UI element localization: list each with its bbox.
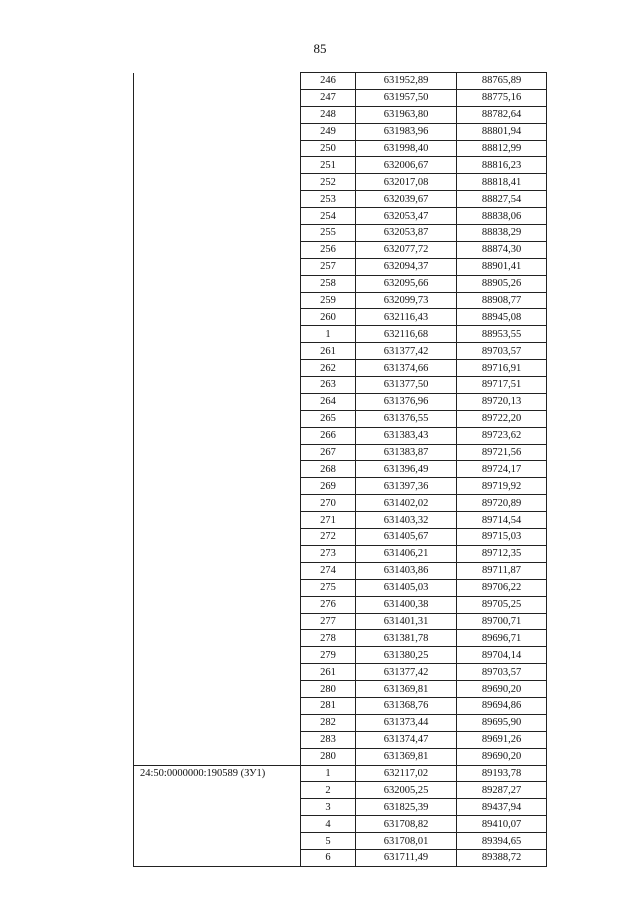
table-row <box>134 360 547 377</box>
point-number-cell: 261 <box>301 343 356 360</box>
x-coordinate-cell: 631708,01 <box>356 833 457 850</box>
parcel-id-cell <box>134 258 301 275</box>
parcel-id-cell <box>134 275 301 292</box>
x-coordinate-cell: 631376,55 <box>356 410 457 427</box>
parcel-id-cell <box>134 647 301 664</box>
y-coordinate-cell: 88874,30 <box>457 241 547 258</box>
table-row <box>134 140 547 157</box>
table-row <box>134 579 547 596</box>
y-coordinate-cell: 89719,92 <box>457 478 547 495</box>
y-coordinate-cell: 89716,91 <box>457 360 547 377</box>
x-coordinate-cell: 631405,67 <box>356 529 457 546</box>
table-row <box>134 106 547 123</box>
parcel-id-cell <box>134 630 301 647</box>
table-row <box>134 258 547 275</box>
table-row <box>134 545 547 562</box>
point-number-cell: 260 <box>301 309 356 326</box>
parcel-id-cell <box>134 157 301 174</box>
parcel-id-cell <box>134 174 301 191</box>
table-row <box>134 123 547 140</box>
parcel-id-cell <box>134 140 301 157</box>
table-row <box>134 799 547 816</box>
table-row <box>134 241 547 258</box>
y-coordinate-cell: 89720,89 <box>457 495 547 512</box>
y-coordinate-cell: 88782,64 <box>457 106 547 123</box>
x-coordinate-cell: 632053,87 <box>356 225 457 242</box>
y-coordinate-cell: 89723,62 <box>457 427 547 444</box>
point-number-cell: 3 <box>301 799 356 816</box>
table-row <box>134 816 547 833</box>
point-number-cell: 276 <box>301 596 356 613</box>
table-row <box>134 681 547 698</box>
y-coordinate-cell: 88818,41 <box>457 174 547 191</box>
y-coordinate-cell: 89711,87 <box>457 562 547 579</box>
parcel-id-cell <box>134 816 301 833</box>
table-row <box>134 174 547 191</box>
x-coordinate-cell: 632094,37 <box>356 258 457 275</box>
point-number-cell: 6 <box>301 849 356 866</box>
table-row <box>134 208 547 225</box>
table-row <box>134 275 547 292</box>
x-coordinate-cell: 631402,02 <box>356 495 457 512</box>
point-number-cell: 259 <box>301 292 356 309</box>
coordinates-table-body <box>134 73 547 867</box>
point-number-cell: 1 <box>301 765 356 782</box>
point-number-cell: 263 <box>301 377 356 394</box>
y-coordinate-cell: 89705,25 <box>457 596 547 613</box>
table-row <box>134 562 547 579</box>
y-coordinate-cell: 89722,20 <box>457 410 547 427</box>
parcel-id-cell <box>134 208 301 225</box>
table-row <box>134 613 547 630</box>
y-coordinate-cell: 89193,78 <box>457 765 547 782</box>
x-coordinate-cell: 632039,67 <box>356 191 457 208</box>
point-number-cell: 262 <box>301 360 356 377</box>
x-coordinate-cell: 632095,66 <box>356 275 457 292</box>
y-coordinate-cell: 89695,90 <box>457 714 547 731</box>
x-coordinate-cell: 631383,87 <box>356 444 457 461</box>
y-coordinate-cell: 88945,08 <box>457 309 547 326</box>
point-number-cell: 257 <box>301 258 356 275</box>
table-row <box>134 309 547 326</box>
y-coordinate-cell: 89721,56 <box>457 444 547 461</box>
x-coordinate-cell: 631711,49 <box>356 849 457 866</box>
table-row <box>134 596 547 613</box>
point-number-cell: 281 <box>301 697 356 714</box>
x-coordinate-cell: 632099,73 <box>356 292 457 309</box>
point-number-cell: 268 <box>301 461 356 478</box>
x-coordinate-cell: 631952,89 <box>356 73 457 90</box>
point-number-cell: 1 <box>301 326 356 343</box>
point-number-cell: 248 <box>301 106 356 123</box>
parcel-id-cell <box>134 360 301 377</box>
point-number-cell: 282 <box>301 714 356 731</box>
table-row <box>134 157 547 174</box>
table-row <box>134 444 547 461</box>
point-number-cell: 251 <box>301 157 356 174</box>
y-coordinate-cell: 89691,26 <box>457 731 547 748</box>
y-coordinate-cell: 88816,23 <box>457 157 547 174</box>
parcel-id-cell <box>134 613 301 630</box>
x-coordinate-cell: 631373,44 <box>356 714 457 731</box>
point-number-cell: 280 <box>301 681 356 698</box>
point-number-cell: 267 <box>301 444 356 461</box>
parcel-id-cell <box>134 681 301 698</box>
point-number-cell: 247 <box>301 89 356 106</box>
parcel-id-cell <box>134 697 301 714</box>
y-coordinate-cell: 88827,54 <box>457 191 547 208</box>
parcel-id-cell <box>134 444 301 461</box>
x-coordinate-cell: 631983,96 <box>356 123 457 140</box>
x-coordinate-cell: 632017,08 <box>356 174 457 191</box>
x-coordinate-cell: 631403,32 <box>356 512 457 529</box>
table-row <box>134 529 547 546</box>
parcel-id-cell <box>134 326 301 343</box>
parcel-id-cell <box>134 579 301 596</box>
parcel-id-cell <box>134 292 301 309</box>
x-coordinate-cell: 631369,81 <box>356 748 457 765</box>
y-coordinate-cell: 89715,03 <box>457 529 547 546</box>
parcel-id-cell <box>134 529 301 546</box>
table-row <box>134 647 547 664</box>
y-coordinate-cell: 89694,86 <box>457 697 547 714</box>
table-row <box>134 326 547 343</box>
x-coordinate-cell: 632117,02 <box>356 765 457 782</box>
y-coordinate-cell: 89720,13 <box>457 393 547 410</box>
y-coordinate-cell: 88905,26 <box>457 275 547 292</box>
table-row <box>134 410 547 427</box>
point-number-cell: 249 <box>301 123 356 140</box>
y-coordinate-cell: 89394,65 <box>457 833 547 850</box>
table-row <box>134 377 547 394</box>
table-row <box>134 697 547 714</box>
table-row <box>134 461 547 478</box>
point-number-cell: 253 <box>301 191 356 208</box>
parcel-id-cell <box>134 562 301 579</box>
x-coordinate-cell: 631401,31 <box>356 613 457 630</box>
point-number-cell: 269 <box>301 478 356 495</box>
parcel-id-cell <box>134 106 301 123</box>
table-row <box>134 664 547 681</box>
table-row <box>134 393 547 410</box>
y-coordinate-cell: 88801,94 <box>457 123 547 140</box>
y-coordinate-cell: 89690,20 <box>457 748 547 765</box>
y-coordinate-cell: 89714,54 <box>457 512 547 529</box>
parcel-id-cell <box>134 596 301 613</box>
y-coordinate-cell: 88838,29 <box>457 225 547 242</box>
table-row <box>134 427 547 444</box>
y-coordinate-cell: 88908,77 <box>457 292 547 309</box>
y-coordinate-cell: 89700,71 <box>457 613 547 630</box>
table-row <box>134 478 547 495</box>
x-coordinate-cell: 632053,47 <box>356 208 457 225</box>
x-coordinate-cell: 631380,25 <box>356 647 457 664</box>
table-row <box>134 714 547 731</box>
parcel-id-cell <box>134 714 301 731</box>
x-coordinate-cell: 631998,40 <box>356 140 457 157</box>
table-row <box>134 731 547 748</box>
parcel-id-cell <box>134 393 301 410</box>
y-coordinate-cell: 88812,99 <box>457 140 547 157</box>
parcel-id-cell <box>134 191 301 208</box>
point-number-cell: 278 <box>301 630 356 647</box>
table-row <box>134 849 547 866</box>
parcel-id-cell <box>134 377 301 394</box>
table-row <box>134 73 547 90</box>
table-row <box>134 343 547 360</box>
y-coordinate-cell: 89712,35 <box>457 545 547 562</box>
y-coordinate-cell: 89410,07 <box>457 816 547 833</box>
parcel-id-cell <box>134 343 301 360</box>
y-coordinate-cell: 89287,27 <box>457 782 547 799</box>
x-coordinate-cell: 631397,36 <box>356 478 457 495</box>
y-coordinate-cell: 88765,89 <box>457 73 547 90</box>
x-coordinate-cell: 632077,72 <box>356 241 457 258</box>
point-number-cell: 4 <box>301 816 356 833</box>
point-number-cell: 254 <box>301 208 356 225</box>
x-coordinate-cell: 631396,49 <box>356 461 457 478</box>
x-coordinate-cell: 631383,43 <box>356 427 457 444</box>
x-coordinate-cell: 631377,50 <box>356 377 457 394</box>
parcel-id-cell <box>134 782 301 799</box>
point-number-cell: 275 <box>301 579 356 596</box>
x-coordinate-cell: 631374,47 <box>356 731 457 748</box>
parcel-id-cell <box>134 225 301 242</box>
table-row <box>134 765 547 782</box>
parcel-id-cell <box>134 241 301 258</box>
point-number-cell: 252 <box>301 174 356 191</box>
x-coordinate-cell: 632005,25 <box>356 782 457 799</box>
parcel-id-cell <box>134 478 301 495</box>
parcel-id-cell <box>134 545 301 562</box>
parcel-id-cell <box>134 833 301 850</box>
parcel-id-cell <box>134 799 301 816</box>
x-coordinate-cell: 632116,68 <box>356 326 457 343</box>
y-coordinate-cell: 89696,71 <box>457 630 547 647</box>
parcel-id-cell <box>134 512 301 529</box>
point-number-cell: 255 <box>301 225 356 242</box>
x-coordinate-cell: 631825,39 <box>356 799 457 816</box>
point-number-cell: 261 <box>301 664 356 681</box>
x-coordinate-cell: 631381,78 <box>356 630 457 647</box>
y-coordinate-cell: 88838,06 <box>457 208 547 225</box>
y-coordinate-cell: 89703,57 <box>457 664 547 681</box>
point-number-cell: 258 <box>301 275 356 292</box>
point-number-cell: 265 <box>301 410 356 427</box>
table-row <box>134 292 547 309</box>
y-coordinate-cell: 89706,22 <box>457 579 547 596</box>
parcel-id-cell <box>134 410 301 427</box>
coordinates-table <box>133 72 547 867</box>
y-coordinate-cell: 89437,94 <box>457 799 547 816</box>
point-number-cell: 264 <box>301 393 356 410</box>
x-coordinate-cell: 631708,82 <box>356 816 457 833</box>
point-number-cell: 279 <box>301 647 356 664</box>
x-coordinate-cell: 631400,38 <box>356 596 457 613</box>
point-number-cell: 283 <box>301 731 356 748</box>
point-number-cell: 266 <box>301 427 356 444</box>
parcel-id-cell <box>134 748 301 765</box>
point-number-cell: 246 <box>301 73 356 90</box>
point-number-cell: 270 <box>301 495 356 512</box>
y-coordinate-cell: 88775,16 <box>457 89 547 106</box>
y-coordinate-cell: 89717,51 <box>457 377 547 394</box>
point-number-cell: 272 <box>301 529 356 546</box>
x-coordinate-cell: 631374,66 <box>356 360 457 377</box>
y-coordinate-cell: 89724,17 <box>457 461 547 478</box>
parcel-id-cell <box>134 849 301 866</box>
parcel-id-cell <box>134 731 301 748</box>
parcel-id-cell: 24:50:0000000:190589 (ЗУ1) <box>134 765 301 782</box>
point-number-cell: 256 <box>301 241 356 258</box>
table-row <box>134 89 547 106</box>
x-coordinate-cell: 631405,03 <box>356 579 457 596</box>
x-coordinate-cell: 631403,86 <box>356 562 457 579</box>
y-coordinate-cell: 88953,55 <box>457 326 547 343</box>
point-number-cell: 277 <box>301 613 356 630</box>
parcel-id-cell <box>134 123 301 140</box>
y-coordinate-cell: 88901,41 <box>457 258 547 275</box>
y-coordinate-cell: 89704,14 <box>457 647 547 664</box>
y-coordinate-cell: 89690,20 <box>457 681 547 698</box>
x-coordinate-cell: 631376,96 <box>356 393 457 410</box>
x-coordinate-cell: 631957,50 <box>356 89 457 106</box>
parcel-id-cell <box>134 427 301 444</box>
point-number-cell: 280 <box>301 748 356 765</box>
table-row <box>134 782 547 799</box>
table-row <box>134 495 547 512</box>
parcel-id-cell <box>134 89 301 106</box>
x-coordinate-cell: 631369,81 <box>356 681 457 698</box>
parcel-id-cell <box>134 309 301 326</box>
x-coordinate-cell: 631377,42 <box>356 664 457 681</box>
parcel-id-cell <box>134 73 301 90</box>
x-coordinate-cell: 632006,67 <box>356 157 457 174</box>
point-number-cell: 271 <box>301 512 356 529</box>
x-coordinate-cell: 631406,21 <box>356 545 457 562</box>
point-number-cell: 250 <box>301 140 356 157</box>
table-row <box>134 833 547 850</box>
table-row <box>134 225 547 242</box>
page-number: 85 <box>313 41 327 56</box>
table-row <box>134 748 547 765</box>
point-number-cell: 273 <box>301 545 356 562</box>
point-number-cell: 274 <box>301 562 356 579</box>
parcel-id-cell <box>134 495 301 512</box>
parcel-id-cell <box>134 461 301 478</box>
parcel-id-cell <box>134 664 301 681</box>
y-coordinate-cell: 89703,57 <box>457 343 547 360</box>
table-row <box>134 630 547 647</box>
x-coordinate-cell: 631377,42 <box>356 343 457 360</box>
x-coordinate-cell: 631963,80 <box>356 106 457 123</box>
point-number-cell: 2 <box>301 782 356 799</box>
point-number-cell: 5 <box>301 833 356 850</box>
x-coordinate-cell: 632116,43 <box>356 309 457 326</box>
x-coordinate-cell: 631368,76 <box>356 697 457 714</box>
table-row <box>134 191 547 208</box>
y-coordinate-cell: 89388,72 <box>457 849 547 866</box>
table-row <box>134 512 547 529</box>
